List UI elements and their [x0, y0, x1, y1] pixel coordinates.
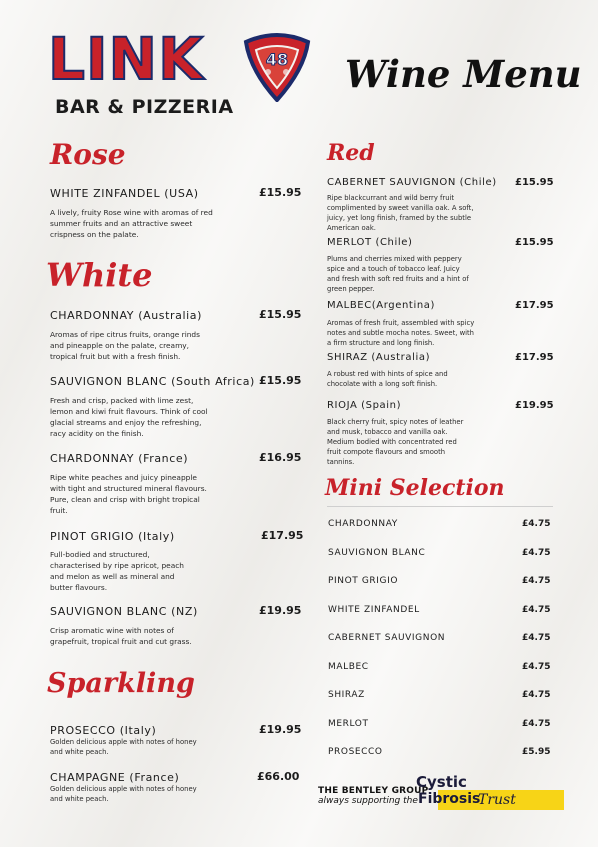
list-item [327, 621, 553, 650]
mini-wine-name: CHARDONNAY [328, 519, 398, 529]
wine-price: £66.00 [257, 770, 300, 783]
mini-wine-price: £4.75 [522, 519, 551, 529]
cystic-fibrosis-trust-logo [416, 773, 564, 811]
logo-subtitle: BAR & PIZZERIA [55, 96, 234, 118]
mini-wine-name: PINOT GRIGIO [328, 576, 399, 586]
wine-description: Ripe white peaches and juicy pineapple with tight and structured mineral flavours. Pure, clean and crisp with bright tropical fruit. [50, 473, 207, 515]
mini-wine-name: SHIRAZ [328, 690, 365, 700]
list-item [327, 678, 553, 707]
mini-wine-price: £4.75 [522, 718, 551, 729]
cf-word-2: Fibrosis [418, 791, 481, 807]
wine-description: Plums and cherries mixed with peppery spice and a touch of tobacco leaf. Juicy and fresh with soft red fruits and a hint of green pepper. [327, 255, 469, 293]
logo-link-text: LINK [48, 25, 205, 93]
mini-wine-price: £4.75 [522, 661, 551, 672]
wine-price: £17.95 [515, 300, 554, 311]
wine-name: WHITE ZINFANDEL (USA) [50, 187, 199, 200]
section-heading-red: Red [327, 140, 375, 166]
list-item [327, 593, 553, 622]
wine-name: SHIRAZ (Australia) [327, 352, 431, 363]
wine-name: MALBEC(Argentina) [327, 300, 435, 311]
list-item [327, 507, 553, 536]
page-title: Wine Menu [345, 52, 582, 96]
wine-name: CHARDONNAY (France) [50, 452, 189, 465]
wine-name: CHAMPAGNE (France) [50, 771, 180, 784]
wine-description: Fresh and crisp, packed with lime zest, lemon and kiwi fruit flavours. Think of cool glacial streams and enjoy the refreshing, racy acidity on the finish. [50, 396, 208, 438]
mini-wine-name: SAUVIGNON BLANC [328, 547, 426, 558]
bentley-group-name: THE BENTLEY GROUP [318, 786, 429, 796]
mini-wine-name: WHITE ZINFANDEL [328, 604, 420, 615]
wine-name: MERLOT (Chile) [327, 237, 413, 248]
wine-price: £15.95 [259, 308, 302, 321]
mini-wine-price: £4.75 [522, 633, 551, 643]
section-heading-sparkling: Sparkling [47, 668, 195, 699]
list-item [327, 536, 553, 565]
section-heading-white: White [46, 256, 153, 294]
mini-wine-price: £4.75 [522, 547, 551, 558]
mini-wine-price: £4.75 [522, 690, 551, 700]
wine-name: PROSECCO (Italy) [50, 724, 157, 737]
wine-price: £19.95 [259, 604, 302, 617]
mini-wine-name: CABERNET SAUVIGNON [328, 633, 446, 643]
list-item [327, 650, 553, 679]
cf-word-1: Cystic [416, 773, 467, 791]
wine-name: PINOT GRIGIO (Italy) [50, 530, 175, 543]
wine-price: £15.95 [515, 177, 554, 188]
logo-pizza-badge [240, 30, 314, 102]
mini-wine-price: £5.95 [522, 747, 551, 757]
mini-wine-price: £4.75 [522, 604, 551, 615]
section-heading-rose: Rose [50, 138, 126, 171]
wine-description: Golden delicious apple with notes of honey and white peach. [50, 785, 197, 803]
wine-price: £15.95 [259, 374, 302, 387]
wine-name: SAUVIGNON BLANC (NZ) [50, 605, 198, 618]
wine-name: RIOJA (Spain) [327, 400, 402, 411]
wine-price: £17.95 [261, 529, 304, 542]
wine-description: Black cherry fruit, spicy notes of leather and musk, tobacco and vanilla oak. Medium bodied with concentrated red fruit compote flavours and smooth tannins. [327, 418, 464, 466]
mini-wine-price: £4.75 [522, 576, 551, 586]
wine-description: Golden delicious apple with notes of honey and white peach. [50, 738, 197, 756]
wine-name: CHARDONNAY (Australia) [50, 309, 203, 322]
wine-description: A robust red with hints of spice and chocolate with a long soft finish. [327, 370, 448, 388]
wine-description: Full-bodied and structured, characterised by ripe apricot, peach and melon as well as mineral and butter flavours. [50, 550, 184, 592]
cf-word-3: Trust [478, 792, 516, 808]
bentley-group-tagline [318, 786, 428, 806]
wine-description: Aromas of fresh fruit, assembled with spicy notes and subtle mocha notes. Sweet, with a firm structure and long finish. [327, 319, 475, 347]
list-item [327, 735, 553, 764]
wine-description: Crisp aromatic wine with notes of grapefruit, tropical fruit and cut grass. [50, 626, 192, 646]
mini-wine-name: MALBEC [328, 661, 369, 672]
wine-price: £16.95 [259, 451, 302, 464]
logo-number: 48 [265, 50, 289, 69]
wine-description: A lively, fruity Rose wine with aromas of red summer fruits and an attractive sweet crispness on the palate. [50, 208, 213, 239]
wine-price: £17.95 [515, 352, 554, 363]
list-item [327, 564, 553, 593]
wine-description: Ripe blackcurrant and wild berry fruit complimented by sweet vanilla oak. A soft, juicy, yet long finish, framed by the subtle American oak. [327, 194, 474, 232]
wine-name: CABERNET SAUVIGNON (Chile) [327, 177, 497, 188]
mini-wine-name: MERLOT [328, 718, 369, 729]
wine-price: £19.95 [259, 723, 302, 736]
section-heading-mini-selection: Mini Selection [325, 475, 505, 501]
wine-price: £15.95 [515, 237, 554, 248]
supporting-text: always supporting the [318, 796, 418, 806]
wine-description: Aromas of ripe citrus fruits, orange rinds and pineapple on the palate, creamy, tropical fruit but with a fresh finish. [50, 330, 200, 361]
wine-price: £15.95 [259, 186, 302, 199]
wine-price: £19.95 [515, 400, 554, 411]
mini-selection-list [327, 506, 553, 764]
list-item [327, 707, 553, 736]
mini-wine-name: PROSECCO [328, 747, 383, 757]
wine-name: SAUVIGNON BLANC (South Africa) [50, 375, 255, 388]
